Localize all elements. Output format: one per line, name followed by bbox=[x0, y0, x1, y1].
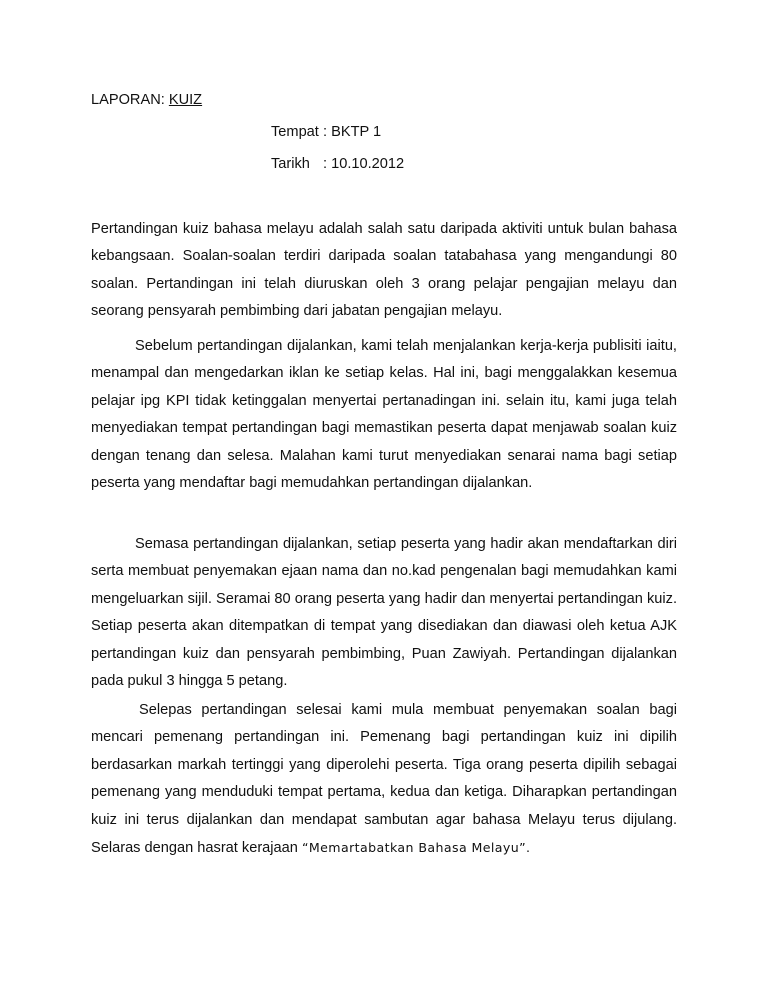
venue-value: : BKTP 1 bbox=[323, 124, 382, 140]
venue-line bbox=[271, 122, 381, 142]
paragraph-preparation: Sebelum pertandingan dijalankan, kami telah menjalankan kerja-kerja publisiti iaitu, menampal dan mengedarkan iklan ke setiap kelas. Hal ini, bagi menggalakkan kesemua pelajar ipg KPI tidak ketinggalan menyertai pertanadingan ini. selain itu, kami juga telah menyediakan tempat pertandingan bagi memastikan peserta dapat menjawab soalan kuiz dengan tenang dan selesa. Malahan kami turut menyediakan senarai nama bagi setiap peserta yang mendaftar bagi memudahkan pertandingan dijalankan. bbox=[91, 338, 677, 492]
report-title-label: LAPORAN: bbox=[91, 92, 169, 108]
paragraph-conclusion-text: Selepas pertandingan selesai kami mula membuat penyemakan soalan bagi mencari pemenang pertandingan ini. Pemenang bagi pertandingan kuiz ini dipilih berdasarkan markah tertinggi yang diperolehi peserta. Tiga orang peserta dipilih sebagai pemenang yang menduduki tempat pertama, kedua dan ketiga. Diharapkan pertandingan kuiz ini terus dijalankan dan mendapat sambutan agar bahasa Melayu terus dijulang. Selaras dengan hasrat kerajaan bbox=[91, 702, 677, 857]
report-title-value: KUIZ bbox=[168, 92, 203, 108]
date-label: Tarikh bbox=[271, 156, 310, 172]
paragraph-conclusion bbox=[91, 697, 677, 862]
report-title bbox=[91, 90, 202, 110]
date-value: : 10.10.2012 bbox=[323, 156, 405, 172]
closing-quote: “Memartabatkan Bahasa Melayu”. bbox=[301, 840, 531, 856]
venue-label: Tempat bbox=[271, 124, 319, 140]
date-line bbox=[271, 154, 404, 174]
paragraph-intro: Pertandingan kuiz bahasa melayu adalah salah satu daripada aktiviti untuk bulan bahasa kebangsaan. Soalan-soalan terdiri daripada soalan tatabahasa yang mengandungi 80 soalan. Pertandingan ini telah diuruskan oleh 3 orang pelajar pengajian melayu dan seorang pensyarah pembimbing dari jabatan pengajian melayu. bbox=[91, 221, 677, 320]
paragraph-event: Semasa pertandingan dijalankan, setiap peserta yang hadir akan mendaftarkan diri serta membuat penyemakan ejaan nama dan no.kad pengenalan bagi memudahkan kami mengeluarkan sijil. Seramai 80 orang peserta yang hadir dan menyertai pertandingan kuiz. Setiap peserta akan ditempatkan di tempat yang disediakan dan diawasi oleh ketua AJK pertandingan kuiz dan pensyarah pembimbing, Puan Zawiyah. Pertandingan dijalankan pada pukul 3 hingga 5 petang. bbox=[91, 536, 677, 690]
